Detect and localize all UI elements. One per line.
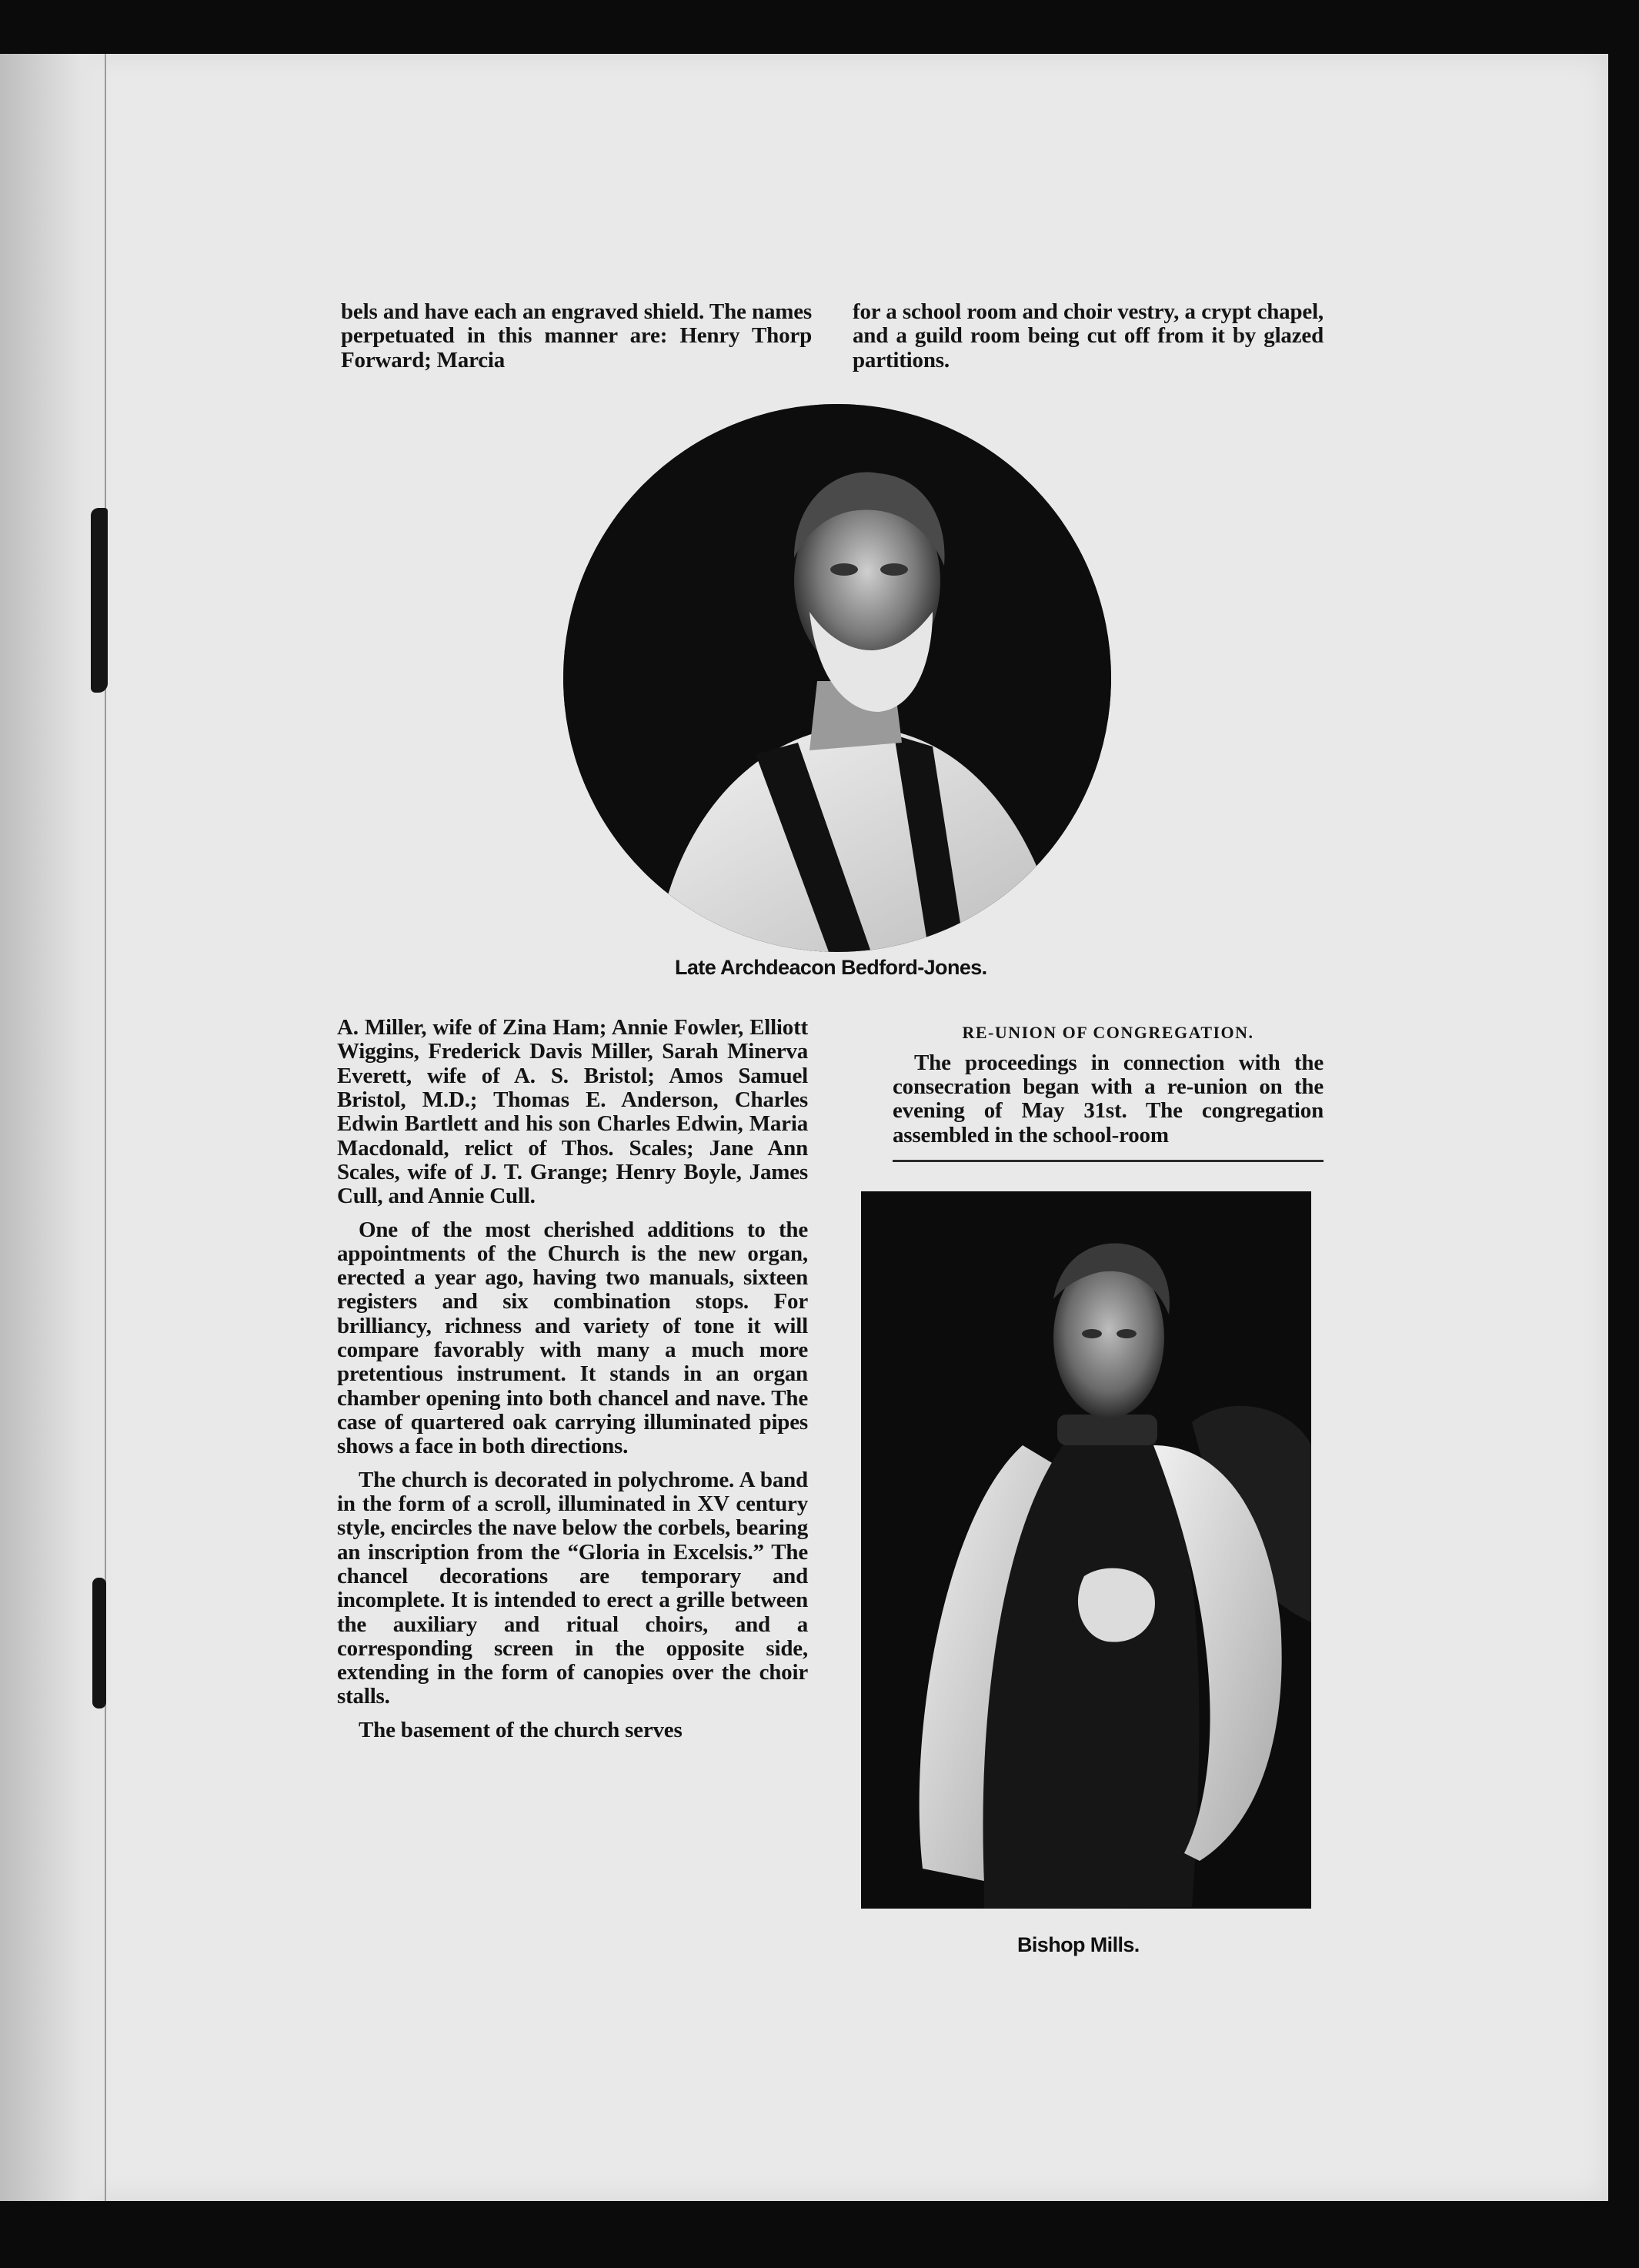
top-left-paragraph: bels and have each an engraved shield. The names perpetuated in this manner are: Henry Thorp Forward; Marcia (341, 299, 812, 372)
fold-line (105, 54, 106, 2201)
decoration-paragraph: The church is decorated in polychrome. A band in the form of a scroll, illuminated in XV century style, encircles the nave below the corbels, bearing an inscription from the “Gloria in Excelsis.” The chancel decorations are temporary and incomplete. It is intended to erect a grille between the auxiliary and ritual choirs, and a corresponding screen in the opposite side, extending in the form of canopies over the choir stalls. (337, 1467, 808, 1709)
archdeacon-portrait (563, 404, 1111, 952)
column-rule (893, 1160, 1324, 1162)
basement-paragraph: The basement of the church serves (359, 1717, 683, 1742)
left-column (337, 1016, 808, 1742)
margin-ink-mark (92, 1578, 106, 1709)
portrait-top-caption: Late Archdeacon Bedford-Jones. (675, 956, 987, 979)
archdeacon-photo (563, 404, 1111, 952)
portrait-bottom-caption: Bishop Mills. (1017, 1933, 1140, 1956)
bishop-portrait (861, 1191, 1311, 1909)
section-heading: RE-UNION OF CONGREGATION. (962, 1023, 1254, 1042)
names-paragraph: A. Miller, wife of Zina Ham; Annie Fowler, Elliott Wiggins, Frederick Davis Miller, Sarah Minerva Everett, wife of A. S. Bristol; Amos Samuel Bristol, M.D.; Thomas E. Anderson, Charles Edwin Bartlett and his son Charles Edwin, Maria Macdonald, relict of Thos. Scales; Jane Ann Scales, wife of J. T. Grange; Henry Boyle, James Cull, and Annie Cull. (337, 1015, 808, 1209)
organ-paragraph: One of the most cherished additions to the appointments of the Church is the new organ, erected a year ago, having two manuals, sixteen registers and six combination stops. For brilliancy, richness and variety of tone it will compare favorably with many a much more pretentious instrument. It stands in an organ chamber opening into both chancel and nave. The case of quartered oak carrying illuminated pipes shows a face in both directions. (337, 1217, 808, 1459)
top-right-column (853, 300, 1324, 372)
reunion-paragraph: The proceedings in connection with the consecration began with a re-union on the evening of May 31st. The congregation assembled in the school-room (893, 1050, 1324, 1147)
page (0, 54, 1608, 2201)
top-right-paragraph: for a school room and choir vestry, a crypt chapel, and a guild room being cut off from it by glazed partitions. (853, 299, 1324, 372)
margin-ink-mark (91, 508, 108, 693)
binding-shadow (0, 54, 115, 2201)
top-left-column (341, 300, 812, 372)
bishop-photo (861, 1191, 1311, 1909)
right-column (893, 1024, 1324, 1147)
